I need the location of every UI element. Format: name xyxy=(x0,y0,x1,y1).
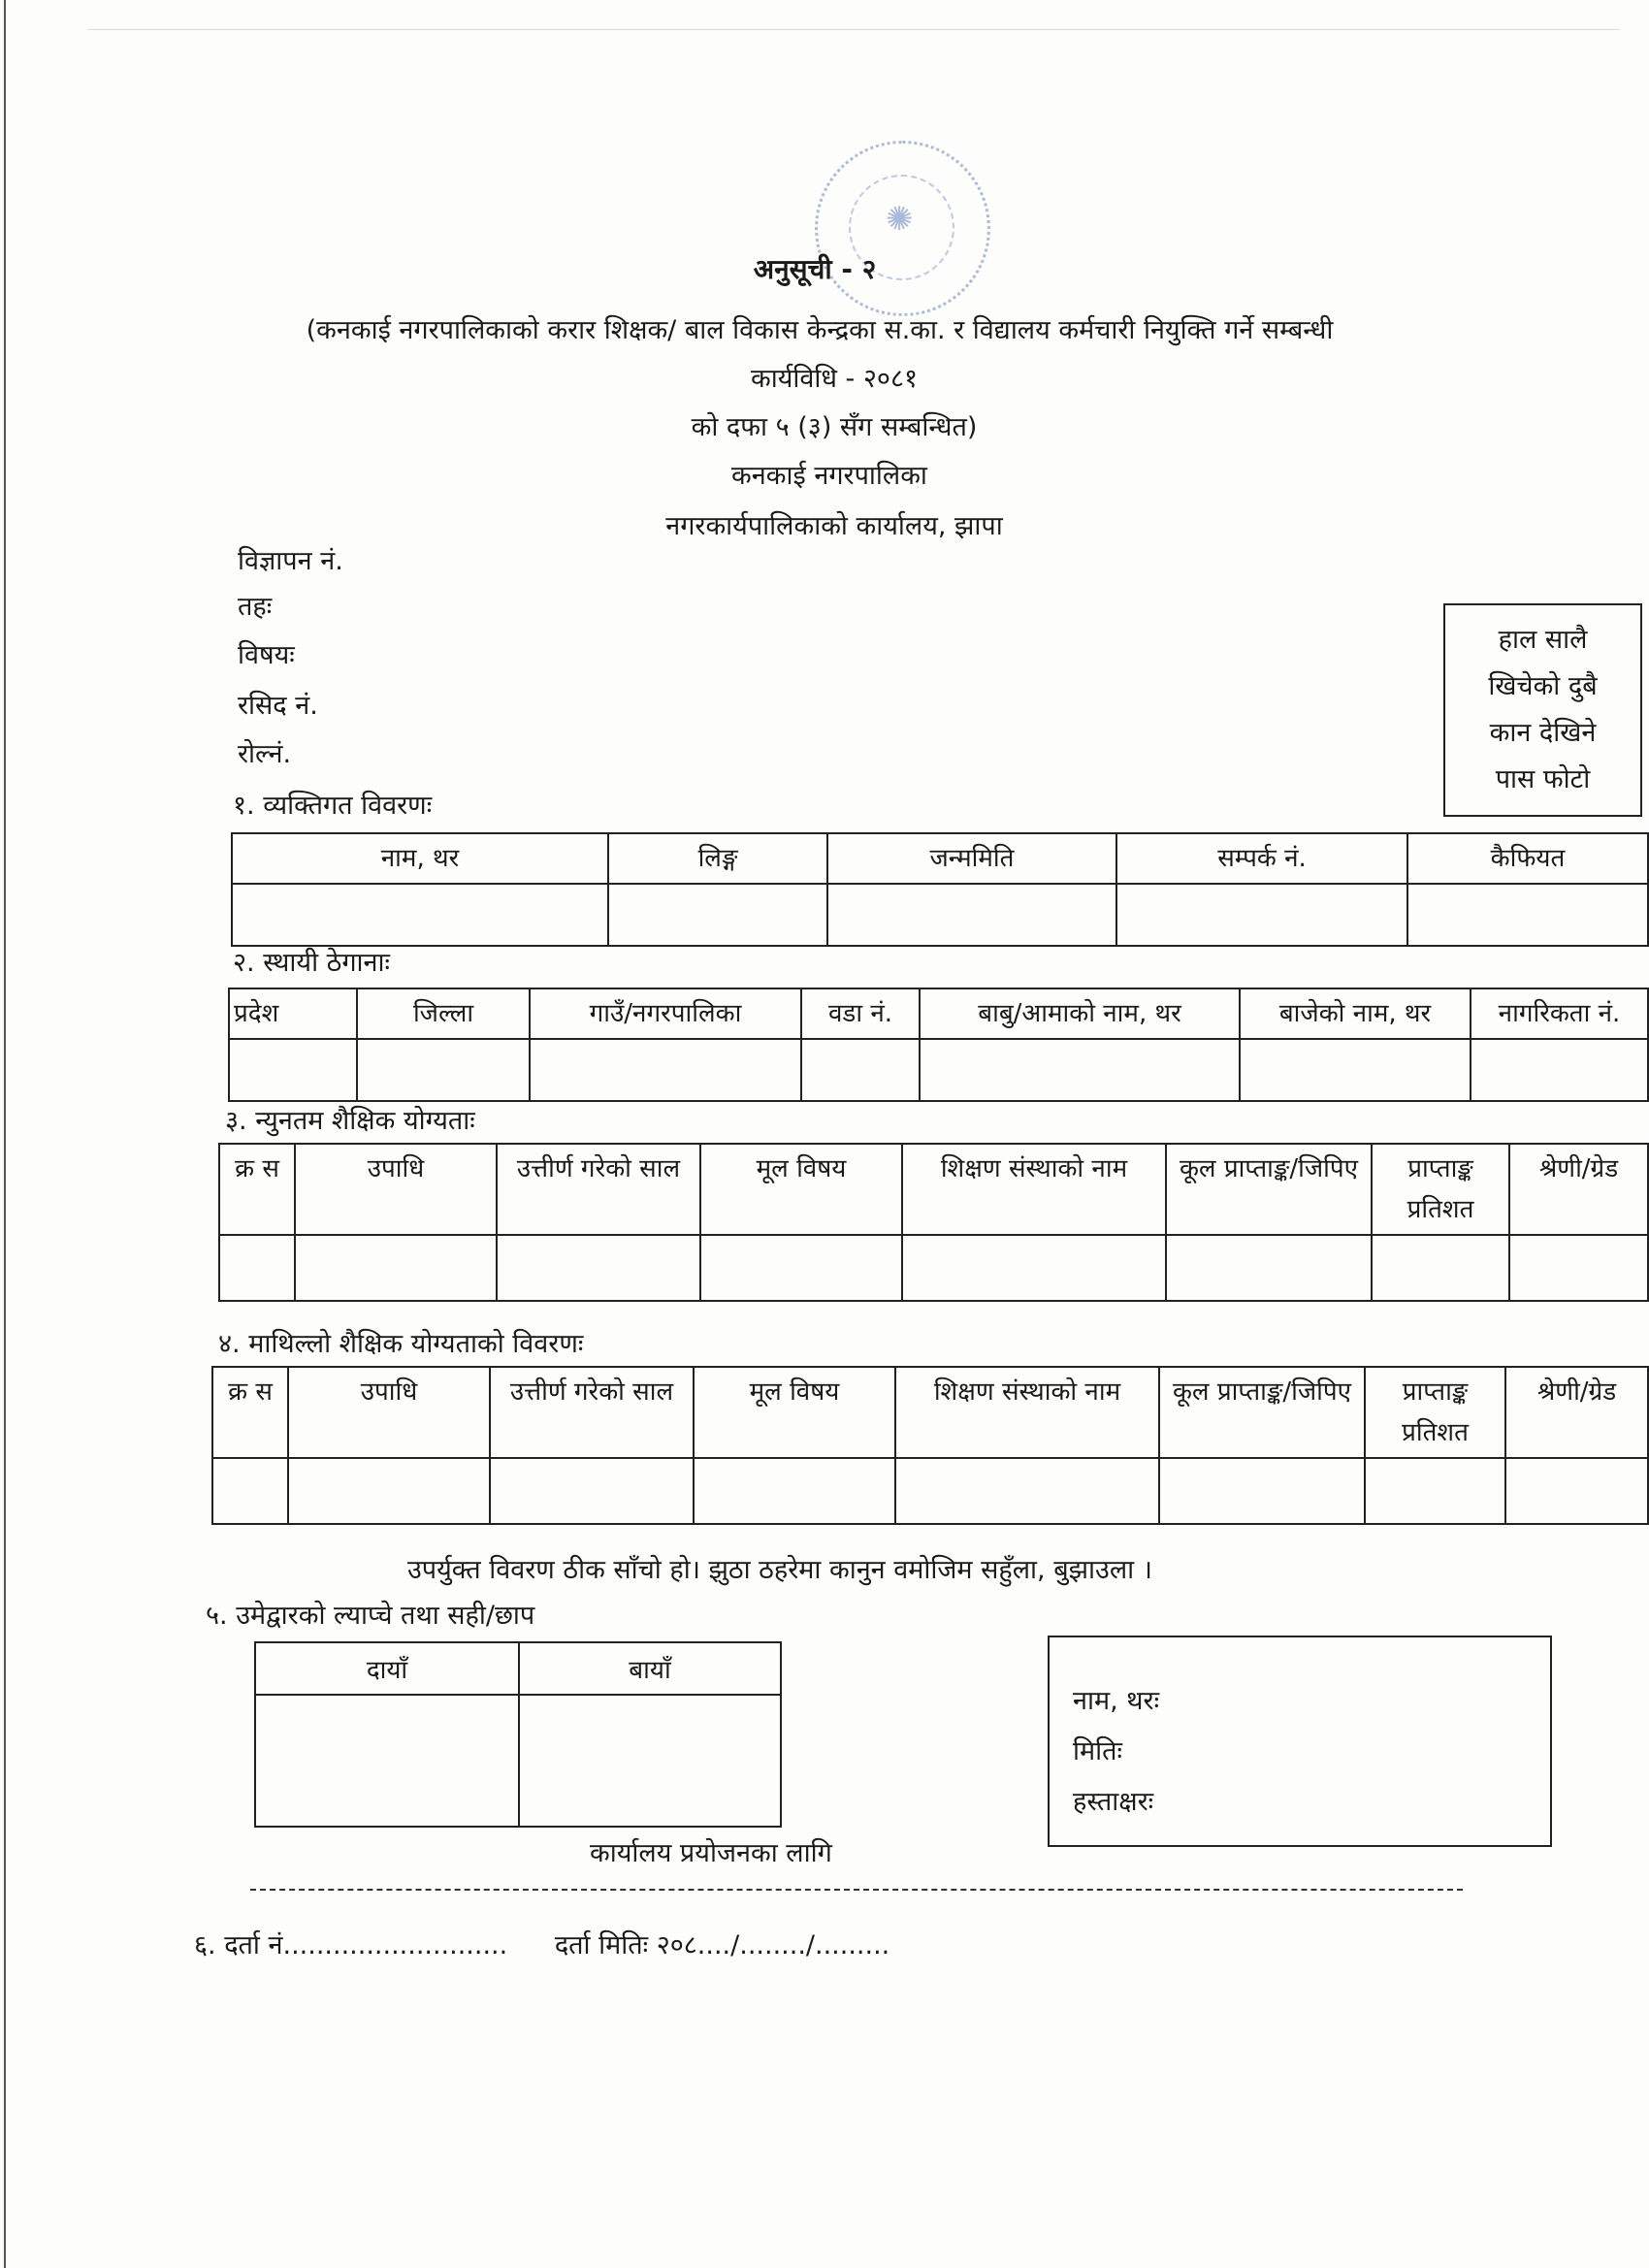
passed-year-input-cell[interactable] xyxy=(497,1235,700,1301)
header-line-3: को दफा ५ (३) सँग सम्बन्धित) xyxy=(691,412,978,442)
personal-details-table xyxy=(231,832,1649,947)
subject-label: विषयः xyxy=(238,640,295,670)
serial-input-cell[interactable] xyxy=(212,1458,288,1524)
table-header-cell: क्र स xyxy=(219,1144,295,1235)
municipality-input-cell[interactable] xyxy=(530,1039,801,1101)
cut-line-divider xyxy=(250,1889,1463,1891)
table-header-cell: मूल विषय xyxy=(700,1144,902,1235)
table-header-cell: प्राप्ताङ्क प्रतिशत xyxy=(1365,1367,1505,1458)
table-header-cell: लिङ्ग xyxy=(608,833,827,884)
left-thumbprint-cell[interactable] xyxy=(519,1695,781,1827)
table-header-cell: नाम, थर xyxy=(232,833,608,884)
advert-no-label: विज्ञापन नं. xyxy=(238,546,343,576)
table-header-cell: जिल्ला xyxy=(357,988,530,1039)
table-header-row xyxy=(255,1642,781,1695)
ward-input-cell[interactable] xyxy=(801,1039,920,1101)
registration-date-field: दर्ता मितिः २०८..../......../......... xyxy=(554,1930,890,1960)
registration-line xyxy=(194,1926,928,1961)
permanent-address-table xyxy=(228,988,1649,1102)
schedule-heading: अनुसूची - २ xyxy=(753,253,877,285)
thumbprint-table xyxy=(254,1641,782,1828)
table-header-cell: कूल प्राप्ताङ्क/जिपिए xyxy=(1166,1144,1372,1235)
signature-label: हस्ताक्षरः xyxy=(1073,1787,1154,1817)
section-1-title: १. व्यक्तिगत विवरणः xyxy=(233,791,433,821)
left-thumb-label: बायाँ xyxy=(519,1642,781,1695)
table-header-cell: बाबु/आमाको नाम, थर xyxy=(920,988,1240,1039)
header-line-1: (कनकाई नगरपालिकाको करार शिक्षक/ बाल विकास केन्द्रका स.का. र विद्यालय कर्मचारी नियुक्ति गर्ने सम्बन्धी xyxy=(306,315,1334,345)
photo-text-line-4: पास फोटो xyxy=(1495,764,1591,794)
table-header-cell: प्रदेश xyxy=(229,988,357,1039)
remarks-input-cell[interactable] xyxy=(1407,884,1648,946)
percentage-input-cell[interactable] xyxy=(1372,1235,1509,1301)
table-header-row xyxy=(212,1367,1648,1458)
total-marks-input-cell[interactable] xyxy=(1166,1235,1372,1301)
right-thumb-label: दायाँ xyxy=(255,1642,519,1695)
photo-text-line-1: हाल सालै xyxy=(1498,625,1588,655)
percentage-input-cell[interactable] xyxy=(1365,1458,1505,1524)
scan-top-rule xyxy=(87,29,1620,30)
grandfather-name-input-cell[interactable] xyxy=(1240,1039,1471,1101)
degree-input-cell[interactable] xyxy=(295,1235,497,1301)
citizenship-input-cell[interactable] xyxy=(1471,1039,1648,1101)
table-header-row xyxy=(229,988,1648,1039)
table-header-cell: उपाधि xyxy=(288,1367,490,1458)
table-header-cell: नागरिकता नं. xyxy=(1471,988,1648,1039)
table-row xyxy=(255,1695,781,1827)
table-header-cell: कूल प्राप्ताङ्क/जिपिए xyxy=(1159,1367,1365,1458)
registration-number-field: ६. दर्ता नं........................... xyxy=(194,1930,508,1960)
table-row xyxy=(219,1235,1648,1301)
section-4-title: ४. माथिल्लो शैक्षिक योग्यताको विवरणः xyxy=(218,1329,584,1359)
photo-text-line-2: खिचेको दुबै xyxy=(1488,671,1598,701)
table-header-cell: उत्तीर्ण गरेको साल xyxy=(490,1367,694,1458)
table-header-row xyxy=(232,833,1648,884)
contact-input-cell[interactable] xyxy=(1116,884,1407,946)
institution-input-cell[interactable] xyxy=(895,1458,1159,1524)
table-header-cell: प्राप्ताङ्क प्रतिशत xyxy=(1372,1144,1509,1235)
table-row xyxy=(212,1458,1648,1524)
table-row xyxy=(232,884,1648,946)
table-header-cell: सम्पर्क नं. xyxy=(1116,833,1407,884)
roll-no-label: रोल्नं. xyxy=(238,739,292,769)
minimum-qualification-table xyxy=(218,1143,1649,1302)
section-5-title: ५. उमेद्वारको ल्याप्चे तथा सही/छाप xyxy=(206,1601,535,1631)
grade-input-cell[interactable] xyxy=(1505,1458,1648,1524)
table-header-cell: मूल विषय xyxy=(694,1367,895,1458)
table-header-cell: बाजेको नाम, थर xyxy=(1240,988,1471,1039)
table-header-cell: उपाधि xyxy=(295,1144,497,1235)
photo-text-line-3: कान देखिने xyxy=(1489,718,1597,748)
municipality-name: कनकाई नगरपालिका xyxy=(731,461,927,491)
dob-input-cell[interactable] xyxy=(827,884,1116,946)
grade-input-cell[interactable] xyxy=(1509,1235,1648,1301)
table-header-cell: श्रेणी/ग्रेड xyxy=(1505,1367,1648,1458)
section-3-title: ३. न्युनतम शैक्षिक योग्यताः xyxy=(225,1106,475,1136)
signature-box xyxy=(1048,1636,1552,1847)
table-header-cell: श्रेणी/ग्रेड xyxy=(1509,1144,1648,1235)
total-marks-input-cell[interactable] xyxy=(1159,1458,1365,1524)
sign-date-label: मितिः xyxy=(1073,1736,1122,1766)
gender-input-cell[interactable] xyxy=(608,884,827,946)
receipt-no-label: रसिद नं. xyxy=(238,691,318,721)
table-header-cell: वडा नं. xyxy=(801,988,920,1039)
table-header-cell: शिक्षण संस्थाको नाम xyxy=(895,1367,1159,1458)
municipality-seal-stamp xyxy=(815,141,990,316)
serial-input-cell[interactable] xyxy=(219,1235,295,1301)
declaration-text: उपर्युक्त विवरण ठीक साँचो हो। झुठा ठहरेमा कानुन वमोजिम सहुँला, बुझाउला । xyxy=(407,1555,1152,1585)
degree-input-cell[interactable] xyxy=(288,1458,490,1524)
photo-placeholder-box xyxy=(1443,603,1642,817)
name-input-cell[interactable] xyxy=(232,884,608,946)
seal-emblem-icon: ✺ xyxy=(886,200,914,239)
table-header-row xyxy=(219,1144,1648,1235)
institution-input-cell[interactable] xyxy=(902,1235,1166,1301)
office-use-heading: कार्यालय प्रयोजनका लागि xyxy=(590,1838,832,1868)
right-thumbprint-cell[interactable] xyxy=(255,1695,519,1827)
province-input-cell[interactable] xyxy=(229,1039,357,1101)
section-2-title: २. स्थायी ठेगानाः xyxy=(233,948,390,978)
main-subject-input-cell[interactable] xyxy=(700,1235,902,1301)
signer-name-label: नाम, थरः xyxy=(1073,1686,1160,1716)
table-header-cell: कैफियत xyxy=(1407,833,1648,884)
table-header-cell: उत्तीर्ण गरेको साल xyxy=(497,1144,700,1235)
table-header-cell: गाउँ/नगरपालिका xyxy=(530,988,801,1039)
main-subject-input-cell[interactable] xyxy=(694,1458,895,1524)
table-header-cell: क्र स xyxy=(212,1367,288,1458)
higher-qualification-table xyxy=(211,1366,1649,1525)
passed-year-input-cell[interactable] xyxy=(490,1458,694,1524)
level-label: तहः xyxy=(238,592,273,622)
table-row xyxy=(229,1039,1648,1101)
district-input-cell[interactable] xyxy=(357,1039,530,1101)
table-header-cell: जन्ममिति xyxy=(827,833,1116,884)
table-header-cell: शिक्षण संस्थाको नाम xyxy=(902,1144,1166,1235)
office-name: नगरकार्यपालिकाको कार्यालय, झापा xyxy=(665,511,1003,541)
parent-name-input-cell[interactable] xyxy=(920,1039,1240,1101)
header-line-2: कार्यविधि - २०८१ xyxy=(750,364,919,394)
